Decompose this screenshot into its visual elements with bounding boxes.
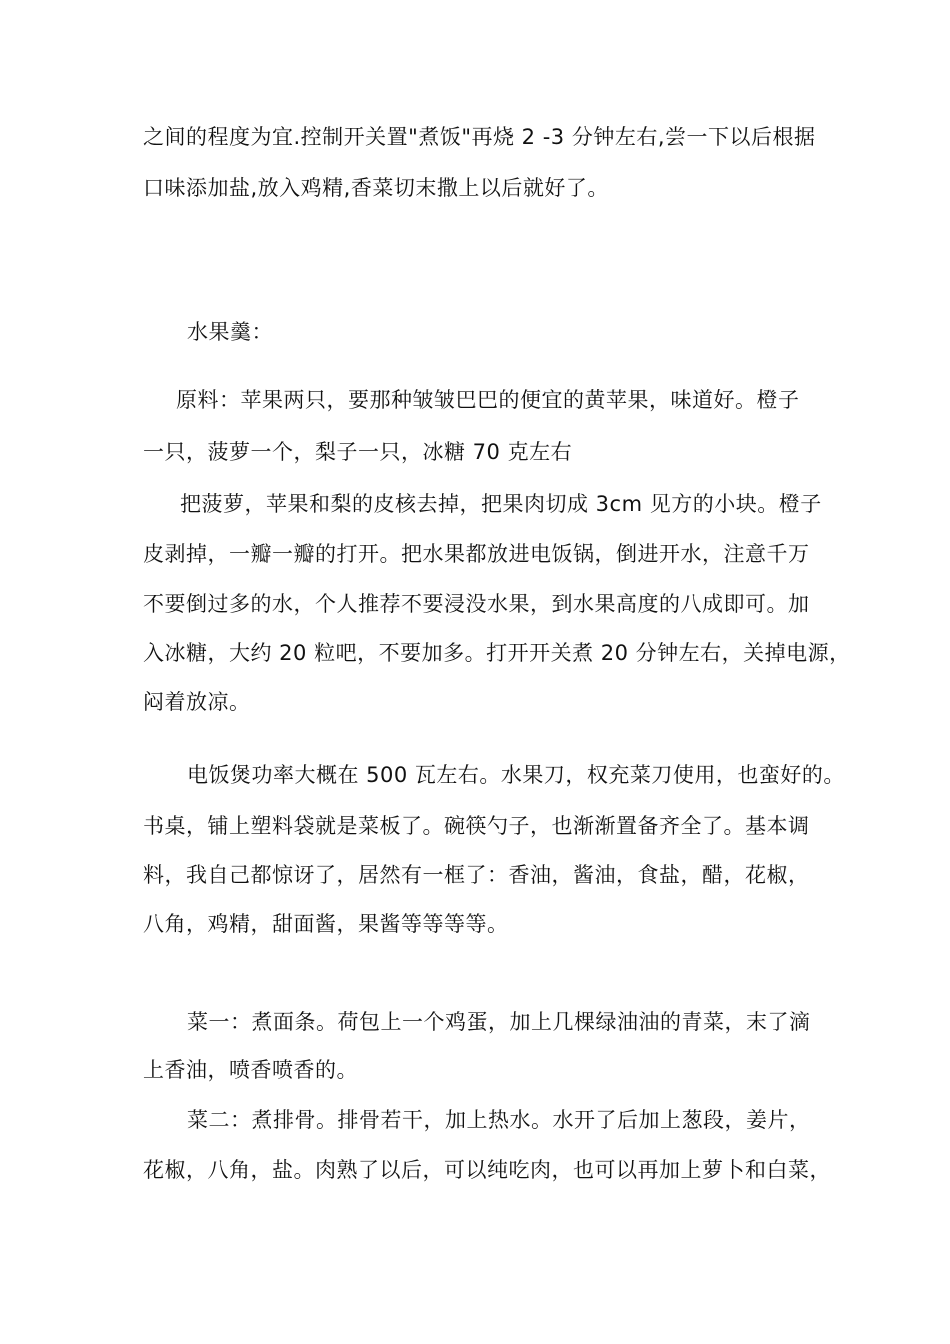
text-line: 书桌，铺上塑料袋就是菜板了。碗筷勺子，也渐渐置备齐全了。基本调 — [143, 814, 810, 838]
text-line: 花椒，八角，盐。肉熟了以后，可以纯吃肉，也可以再加上萝卜和白菜， — [143, 1158, 831, 1182]
text-line: 菜二：煮排骨。排骨若干，加上热水。水开了后加上葱段，姜片， — [187, 1108, 811, 1132]
text-line: 电饭煲功率大概在 500 瓦左右。水果刀，权充菜刀使用，也蛮好的。 — [187, 763, 845, 787]
text-line: 把菠萝，苹果和梨的皮核去掉，把果肉切成 3cm 见方的小块。橙子 — [180, 492, 822, 516]
text-line: 入冰糖，大约 20 粒吧，不要加多。打开开关煮 20 分钟左右，关掉电源， — [143, 641, 851, 665]
text-line: 一只，菠萝一个，梨子一只，冰糖 70 克左右 — [143, 440, 573, 464]
text-line: 不要倒过多的水，个人推荐不要浸没水果，到水果高度的八成即可。加 — [143, 592, 810, 616]
text-line: 上香油，喷香喷香的。 — [143, 1058, 358, 1082]
text-line: 八角，鸡精，甜面酱，果酱等等等等。 — [143, 912, 509, 936]
text-line: 口味添加盐,放入鸡精,香菜切末撒上以后就好了。 — [143, 176, 609, 200]
text-line: 闷着放凉。 — [143, 690, 251, 714]
text-line: 菜一：煮面条。荷包上一个鸡蛋，加上几棵绿油油的青菜，末了滴 — [187, 1010, 811, 1034]
section-heading: 水果羹： — [187, 320, 273, 344]
text-line: 原料：苹果两只，要那种皱皱巴巴的便宜的黄苹果，味道好。橙子 — [176, 388, 800, 412]
text-line: 之间的程度为宜.控制开关置"煮饭"再烧 2 -3 分钟左右,尝一下以后根据 — [143, 125, 816, 149]
text-line: 料，我自己都惊讶了，居然有一框了：香油，酱油，食盐，醋，花椒， — [143, 863, 810, 887]
text-line: 皮剥掉，一瓣一瓣的打开。把水果都放进电饭锅，倒进开水，注意千万 — [143, 542, 810, 566]
